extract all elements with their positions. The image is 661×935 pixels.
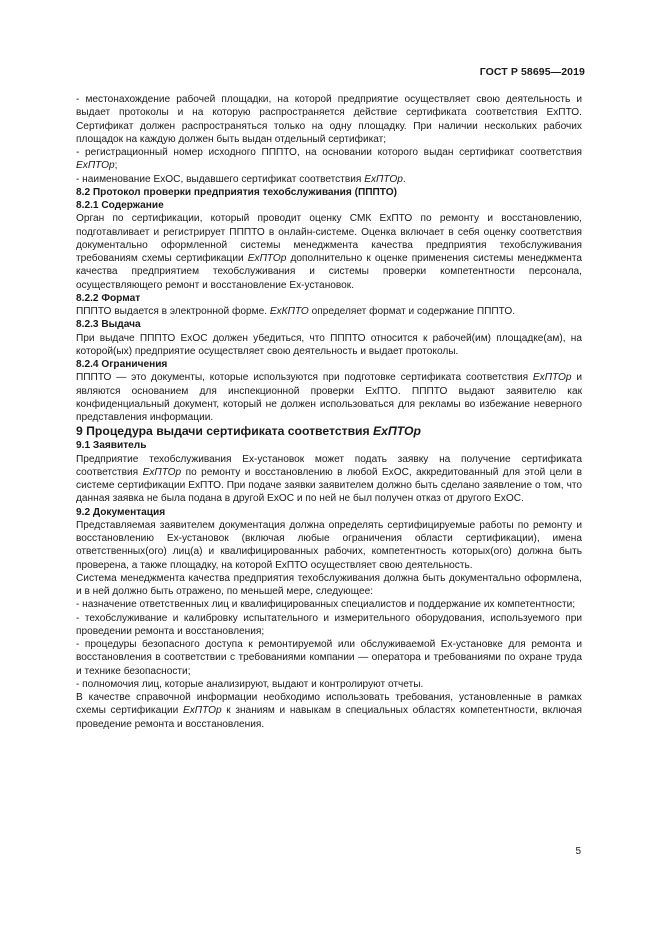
page-content xyxy=(76,93,582,731)
paragraph: ПППТО — это документы, которые используются при подготовке сертификата соответствия ЕхПТОр и являются основанием для инспекционной проверки ЕхПТО. ПППТО выдают заявителю как конфиденциальный документ, который не должен использоваться для рекламы во избежание неверного представления информации. xyxy=(76,372,582,423)
paragraph: Система менеджмента качества предприятия техобслуживания должна быть документально оформлена, и в ней должно быть отражено, по меньшей мере, следующее: xyxy=(76,572,582,597)
paragraph: При выдаче ПППТО ЕхОС должен убедиться, что ПППТО относится к рабочей(им) площадке(ам), на которой(ых) предприятие осуществляет свою деятельность и выдает протоколы. xyxy=(76,332,582,357)
list-item: - регистрационный номер исходного ПППТО, на основании которого выдан сертификат соответствия ЕхПТОр; xyxy=(76,147,582,172)
paragraph: В качестве справочной информации необходимо использовать требования, установленные в рамках схемы сертификации ЕхПТОр к знаниям и навыкам в специальных областях компетентности, включая проведение ремонта и восстановления. xyxy=(76,692,582,730)
list-item: - техобслуживание и калибровку испытательного и измерительного оборудования, используемого при проведении ремонта и восстановления; xyxy=(76,612,582,637)
subsection-heading-8-2-2: 8.2.2 Формат xyxy=(76,292,141,304)
paragraph: ПППТО выдается в электронной форме. ЕхКПТО определяет формат и содержание ПППТО. xyxy=(76,306,516,317)
section-heading-9: 9 Процедура выдачи сертификата соответствия ЕхПТОр xyxy=(76,424,421,439)
page-number: 5 xyxy=(575,846,581,857)
list-item: - процедуры безопасного доступа к ремонтируемой или обслуживаемой Ех-установке для ремонта и восстановления в соответствии с требованиями компании — оператора и требованиями по охране труда и технике безопасности; xyxy=(76,639,582,677)
list-item: - местонахождение рабочей площадки, на которой предприятие осуществляет свою деятельность и выдает протоколы и на которую распространяется действие сертификата соответствия ЕхПТО. Сертификат должен распространяться только на одну площадку. При наличии нескольких рабочих площадок на каждую должен быть выдан отдельный сертификат; xyxy=(76,94,582,145)
list-item: - наименование ЕхОС, выдавшего сертификат соответствия ЕхПТОр. xyxy=(76,173,406,185)
subsection-heading-9-1: 9.1 Заявитель xyxy=(76,440,147,452)
subsection-heading-8-2-1: 8.2.1 Содержание xyxy=(76,200,164,211)
paragraph: Представляемая заявителем документация должна определять сертифицируемые работы по ремонту и восстановлению Ех-установок (включая любые ограничения области сертификации), имена ответственных(ого) лиц(а) и квалифицированных рабочих, компетентность которых(ого) должна быть проверена, а также площадку, на которой ЕхПТО осуществляет свою деятельность. xyxy=(76,519,582,571)
paragraph: Орган по сертификации, который проводит оценку СМК ЕхПТО по ремонту и восстановлению, подготавливает и регистрирует ПППТО в онлайн-системе. Оценка включает в себя оценку соответствия документально оформленной системы менеджмента качества предприятия техобслуживания требованиям схемы сертификации ЕхПТОр дополнительно к оценке применения системы менеджмента качества предприятием техобслуживания и системы проверки компетентности персонала, осуществляющего ремонт и восстановление Ех-установок. xyxy=(76,213,582,291)
subsection-heading-9-2: 9.2 Документация xyxy=(76,506,166,518)
standard-designation: ГОСТ Р 58695—2019 xyxy=(479,66,585,78)
subsection-heading-8-2-4: 8.2.4 Ограничения xyxy=(76,359,168,370)
list-item: - полномочия лиц, которые анализируют, выдают и контролируют отчеты. xyxy=(76,678,424,690)
list-item: - назначение ответственных лиц и квалифицированных специалистов и поддержание их компетентности; xyxy=(76,599,576,611)
paragraph: Предприятие техобслуживания Ех-установок может подать заявку на получение сертификата соответствия ЕхПТОр по ремонту и восстановлению в любой ЕхОС, аккредитованный для этой цели в системе сертификации ЕхПТО. При подаче заявки заявителем должно быть сделано заявление о том, что данная заявка не была подана в другой ЕхОС и по ней не был получен отказ от другого ЕхОС. xyxy=(76,453,582,505)
subsection-heading-8-2-3: 8.2.3 Выдача xyxy=(76,319,141,331)
section-heading-8-2: 8.2 Протокол проверки предприятия техобслуживания (ПППТО) xyxy=(76,186,397,198)
